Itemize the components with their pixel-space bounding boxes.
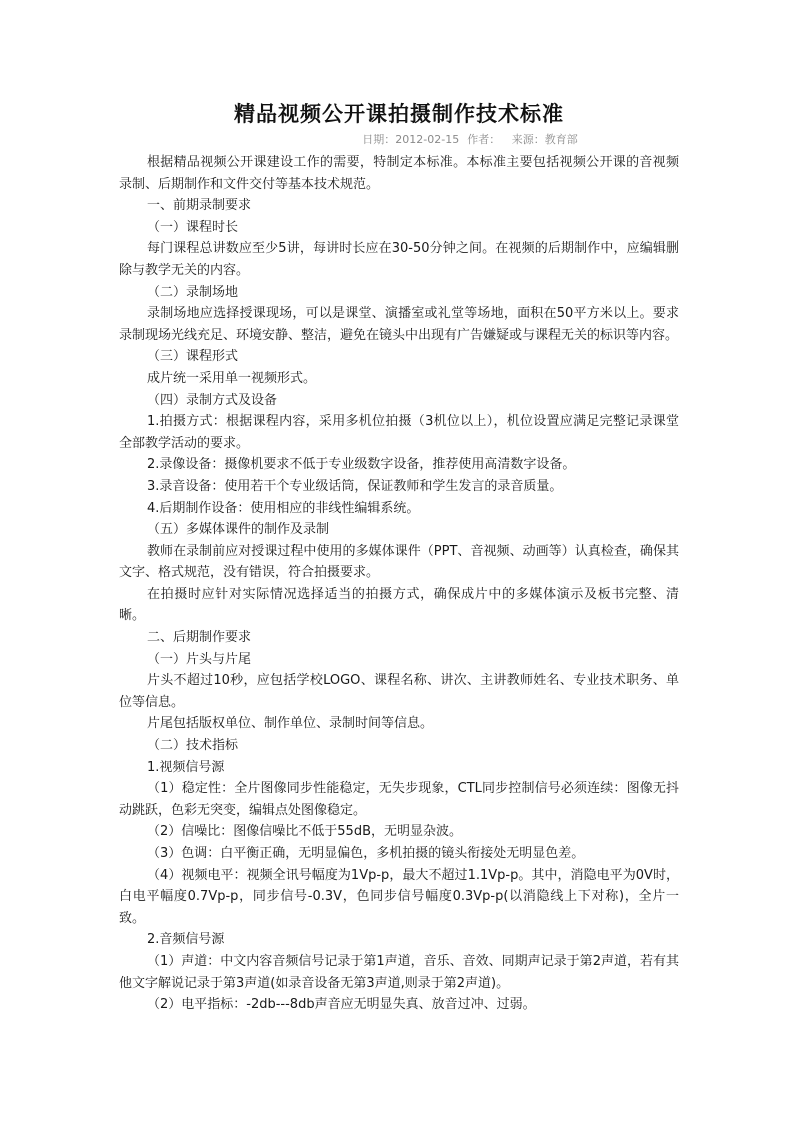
paragraph: （二）录制场地 xyxy=(147,284,239,300)
paragraph: 成片统一采用单一视频形式。 xyxy=(147,370,317,386)
paragraph: （二）技术指标 xyxy=(147,738,239,754)
paragraph: （3）色调：白平衡正确，无明显偏色，多机拍摄的镜头衔接处无明显色差。 xyxy=(147,846,585,861)
paragraph: （2）电平指标：-2db---8db声音应无明显失真、放音过冲、过弱。 xyxy=(147,997,536,1013)
paragraph: 每门课程总讲数应至少5讲，每讲时长应在30-50分钟之间。在视频的后期制作中，应编辑删除与教学无关的内容。 xyxy=(119,241,679,278)
paragraph: （五）多媒体课件的制作及录制 xyxy=(147,522,330,538)
document-title: 精品视频公开课拍摄制作技术标准 xyxy=(234,101,564,126)
paragraph: （1）稳定性：全片图像同步性能稳定，无失步现象，CTL同步控制信号必须连续：图像无抖动跳跃，色彩无突变，编辑点处图像稳定。 xyxy=(119,781,679,818)
publish-date: 日期：2012-02-15 xyxy=(362,133,460,146)
paragraph: 2.音频信号源 xyxy=(147,932,225,948)
paragraph: 一、前期录制要求 xyxy=(147,198,252,214)
paragraph: 在拍摄时应针对实际情况选择适当的拍摄方式，确保成片中的多媒体演示及板书完整、清晰。 xyxy=(119,586,679,624)
author-label: 作者： xyxy=(467,133,501,146)
paragraph: （四）录制方式及设备 xyxy=(147,392,278,408)
paragraph: （4）视频电平：视频全讯号幅度为1Vp-p，最大不超过1.1Vp-p。其中，消隐电平为0V时，白电平幅度0.7Vp-p，同步信号-0.3V，色同步信号幅度0.3Vp-p(以消隐线上下对称)，全片一致。 xyxy=(119,867,679,926)
document-meta xyxy=(119,132,679,152)
paragraph: 4.后期制作设备：使用相应的非线性编辑系统。 xyxy=(147,500,420,516)
paragraph: （一）课程时长 xyxy=(147,219,239,235)
paragraph: （三）课程形式 xyxy=(147,349,239,365)
paragraph: （一）片头与片尾 xyxy=(147,651,252,667)
paragraph: 教师在录制前应对授课过程中使用的多媒体课件（PPT、音视频、动画等）认真检查，确保其文字、格式规范，没有错误，符合拍摄要求。 xyxy=(119,543,679,581)
paragraph: 根据精品视频公开课建设工作的需要，特制定本标准。本标准主要包括视频公开课的音视频录制、后期制作和文件交付等基本技术规范。 xyxy=(119,155,679,192)
paragraph: 3.录音设备：使用若干个专业级话筒，保证教师和学生发言的录音质量。 xyxy=(147,478,563,494)
paragraph: 片头不超过10秒，应包括学校LOGO、课程名称、讲次、主讲教师姓名、专业技术职务、单位等信息。 xyxy=(119,673,679,710)
paragraph: 二、后期制作要求 xyxy=(147,630,252,646)
document-body xyxy=(119,152,679,1016)
paragraph: （2）信噪比：图像信噪比不低于55dB，无明显杂波。 xyxy=(147,824,462,840)
paragraph: 2.录像设备：摄像机要求不低于专业级数字设备，推荐使用高清数字设备。 xyxy=(147,457,576,473)
source-label: 来源：教育部 xyxy=(511,133,578,146)
paragraph: 片尾包括版权单位、制作单位、录制时间等信息。 xyxy=(147,716,434,732)
paragraph: （1）声道：中文内容音频信号记录于第1声道，音乐、音效、同期声记录于第2声道，若有其他文字解说记录于第3声道(如录音设备无第3声道,则录于第2声道)。 xyxy=(119,953,679,991)
paragraph: 录制场地应选择授课现场，可以是课堂、演播室或礼堂等场地，面积在50平方米以上。要求录制现场光线充足、环境安静、整洁，避免在镜头中出现有广告嫌疑或与课程无关的标识等内容。 xyxy=(119,306,679,343)
paragraph: 1.视频信号源 xyxy=(147,759,225,775)
document-page xyxy=(119,100,679,1016)
paragraph: 1.拍摄方式：根据课程内容，采用多机位拍摄（3机位以上），机位设置应满足完整记录课堂全部教学活动的要求。 xyxy=(119,414,679,451)
